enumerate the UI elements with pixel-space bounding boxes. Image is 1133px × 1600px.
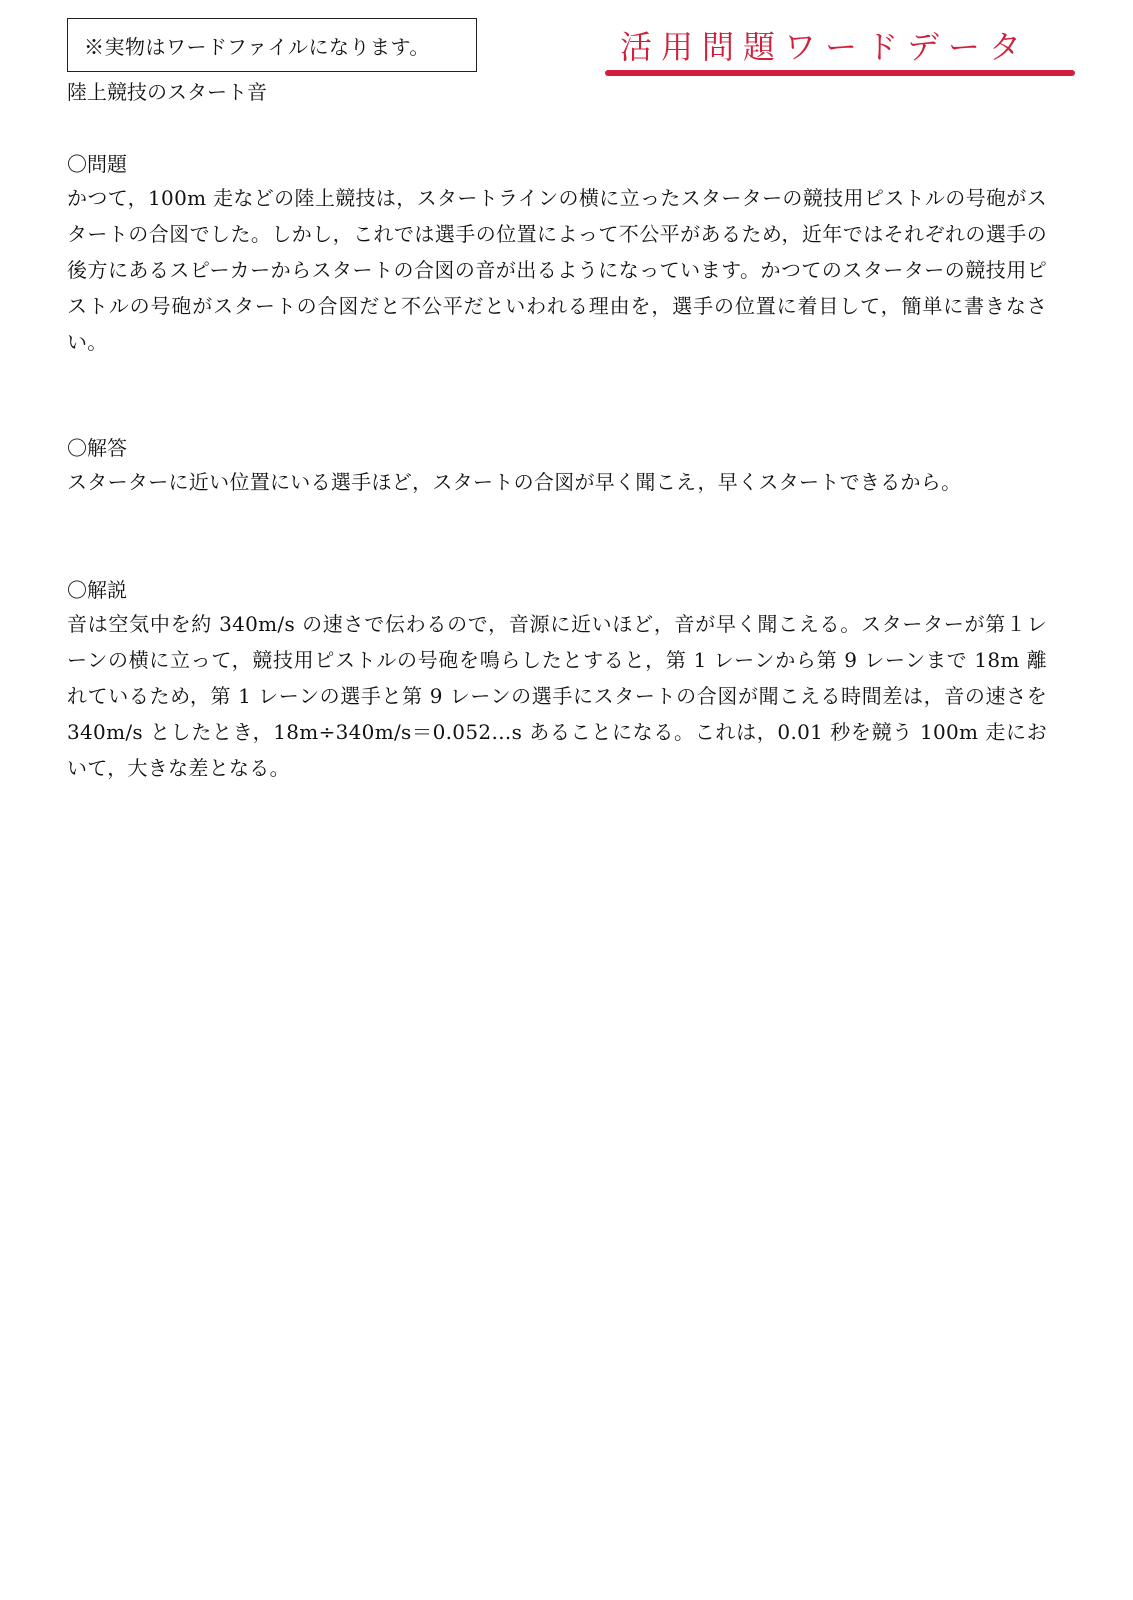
header-title: 活用問題ワードデータ xyxy=(620,28,1031,66)
notice-text: ※実物はワードファイルになります。 xyxy=(84,34,430,59)
question-heading: 〇問題 xyxy=(67,152,127,176)
answer-text: スターターに近い位置にいる選手ほど，スタートの合図が早く聞こえ，早くスタートできるから。 xyxy=(67,470,962,494)
notice-box xyxy=(67,18,477,72)
answer-heading: 〇解答 xyxy=(67,436,127,460)
document-title: 陸上競技のスタート音 xyxy=(67,80,267,104)
explanation-heading: 〇解説 xyxy=(67,578,127,602)
header-underline xyxy=(605,70,1075,76)
explanation-text: 音は空気中を約 340m/s の速さで伝わるので，音源に近いほど，音が早く聞こえる。スターターが第１レーンの横に立って，競技用ピストルの号砲を鳴らしたとすると，第 1 レーンから第 9 レーンまで 18m 離れているため，第 1 レーンの選手と第 9 レーンの選手にスタートの合図が聞こえる時間差は，音の速さを 340m/s としたとき，18m÷340m/s＝0.052…s あることになる。これは，0.01 秒を競う 100m 走において，大きな差となる。 xyxy=(67,612,1047,780)
question-text: かつて，100m 走などの陸上競技は，スタートラインの横に立ったスターターの競技用ピストルの号砲がスタートの合図でした。しかし，これでは選手の位置によって不公平があるため，近年ではそれぞれの選手の後方にあるスピーカーからスタートの合図の音が出るようになっています。かつてのスターターの競技用ピストルの号砲がスタートの合図だと不公平だといわれる理由を，選手の位置に着目して，簡単に書きなさい。 xyxy=(67,186,1047,354)
